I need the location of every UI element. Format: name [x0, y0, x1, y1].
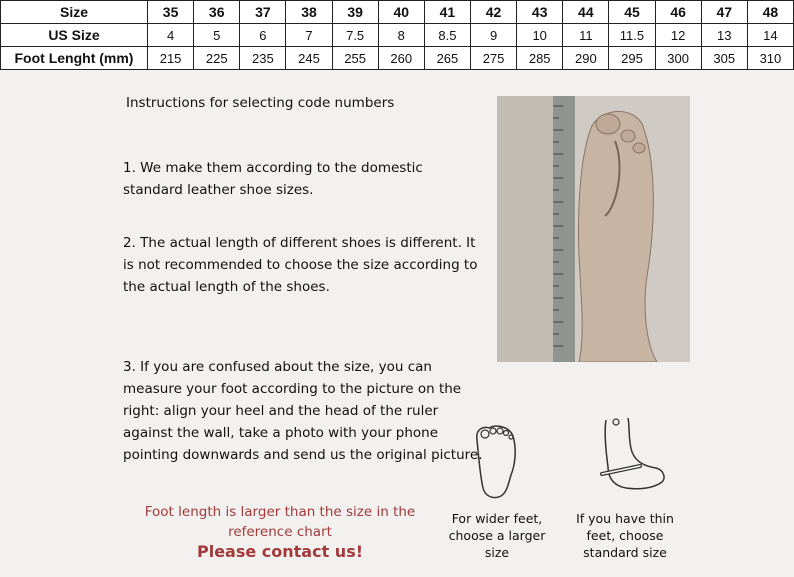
size-cell: 38: [286, 1, 332, 24]
us-size-cell: 5: [194, 24, 240, 47]
us-size-cell: 13: [701, 24, 747, 47]
foot-length-cell: 295: [609, 47, 655, 70]
size-cell: 42: [470, 1, 516, 24]
size-cell: 44: [563, 1, 609, 24]
foot-length-cell: 235: [240, 47, 286, 70]
thin-feet-tip: If you have thin feet, choose standard size: [576, 511, 674, 560]
contact-us-text: Please contact us!: [196, 542, 364, 561]
size-chart-table: [0, 0, 794, 70]
us-size-cell: 6: [240, 24, 286, 47]
foot-length-cell: 275: [470, 47, 516, 70]
us-size-cell: 12: [655, 24, 701, 47]
size-row: [1, 1, 794, 24]
us-size-cell: 8: [378, 24, 424, 47]
size-cell: 39: [332, 1, 378, 24]
size-cell: 48: [747, 1, 793, 24]
instruction-point-1: 1. We make them according to the domestic standard leather shoe sizes.: [123, 160, 423, 198]
foot-length-cell: 300: [655, 47, 701, 70]
thin-foot-icon: [592, 412, 672, 497]
us-size-cell: 14: [747, 24, 793, 47]
foot-length-cell: 265: [424, 47, 470, 70]
row-label: Foot Lenght (mm): [1, 47, 148, 70]
foot-length-cell: 245: [286, 47, 332, 70]
us-size-cell: 11.5: [609, 24, 655, 47]
us-size-cell: 9: [470, 24, 516, 47]
us-size-cell: 7.5: [332, 24, 378, 47]
us-size-cell: 10: [517, 24, 563, 47]
size-cell: 36: [194, 1, 240, 24]
foot-length-cell: 255: [332, 47, 378, 70]
size-cell: 41: [424, 1, 470, 24]
foot-measurement-photo: [497, 96, 690, 362]
size-cell: 43: [517, 1, 563, 24]
foot-length-cell: 290: [563, 47, 609, 70]
foot-length-cell: 310: [747, 47, 793, 70]
foot-length-cell: 260: [378, 47, 424, 70]
us-size-cell: 11: [563, 24, 609, 47]
wide-feet-tip: For wider feet, choose a larger size: [448, 511, 546, 560]
foot-length-cell: 215: [148, 47, 194, 70]
foot-length-cell: 225: [194, 47, 240, 70]
us-size-cell: 4: [148, 24, 194, 47]
foot-length-cell: 305: [701, 47, 747, 70]
row-label: US Size: [1, 24, 148, 47]
wide-foot-icon: [465, 420, 525, 500]
size-cell: 45: [609, 1, 655, 24]
foot-length-cell: 285: [517, 47, 563, 70]
foot-on-ruler-illustration: [497, 96, 690, 362]
row-label: Size: [1, 1, 148, 24]
size-cell: 47: [701, 1, 747, 24]
size-cell: 46: [655, 1, 701, 24]
instruction-point-2: 2. The actual length of different shoes is different. It is not recommended to choose the size according to the actual length of the shoes.: [123, 235, 478, 295]
foot-length-row: [1, 47, 794, 70]
instructions-heading: Instructions for selecting code numbers: [126, 95, 395, 111]
us-size-cell: 8.5: [424, 24, 470, 47]
us-size-cell: 7: [286, 24, 332, 47]
warning-text: Foot length is larger than the size in the reference chart: [144, 504, 416, 540]
us-size-row: [1, 24, 794, 47]
size-cell: 35: [148, 1, 194, 24]
size-cell: 40: [378, 1, 424, 24]
size-cell: 37: [240, 1, 286, 24]
instruction-point-3: 3. If you are confused about the size, you can measure your foot according to the picture on the right: align your heel and the head of the ruler against the wall, take a photo with your phone pointing downwards and send us the original picture.: [123, 359, 483, 463]
